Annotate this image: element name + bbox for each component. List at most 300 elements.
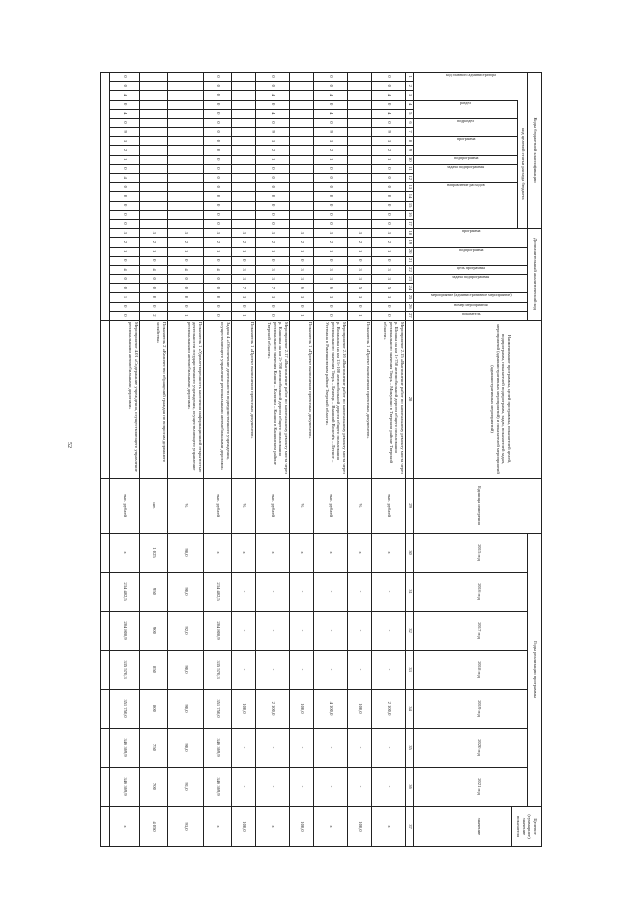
column-number: 29 [408, 503, 413, 508]
code-digit: 3 [300, 295, 305, 299]
code-digit: 3 [242, 277, 247, 280]
vline [406, 210, 414, 211]
vline [232, 292, 256, 293]
code-digit: 4 [271, 93, 276, 97]
code-digit: 2 [152, 314, 157, 317]
vline [110, 182, 140, 183]
vline [204, 228, 232, 229]
code-digit: 0 [216, 176, 221, 179]
row-year-value: - [329, 746, 334, 749]
vline [110, 256, 140, 257]
vline [140, 109, 168, 110]
vline [168, 100, 204, 101]
vline [414, 228, 528, 229]
row-name: Мероприятие 2.15 «Выполнение работ по капитальному ремонту моста через р. Шошка на км 1+750 автомобильной дороги общего пользования регионального значения Тверь – Микулино в Тверском районе Тверской области» [383, 322, 405, 474]
header-kbk-col: код главного администратора [446, 72, 496, 77]
vline [256, 302, 290, 303]
vline [100, 650, 528, 651]
vline [100, 689, 528, 690]
vline [110, 173, 140, 174]
vline [140, 90, 168, 91]
code-digit: 0 [329, 204, 334, 207]
code-digit: 0 [329, 194, 334, 198]
vline [406, 292, 414, 293]
vline [168, 155, 204, 156]
vline [314, 173, 348, 174]
vline [290, 265, 314, 266]
vline [314, 90, 348, 91]
header-year: 2018 год [477, 661, 482, 678]
code-digit: 0 [329, 75, 334, 78]
code-digit: 0 [271, 204, 276, 207]
vline [406, 127, 414, 128]
vline [168, 210, 204, 211]
code-digit: 0 [123, 121, 128, 124]
code-digit: 3 [271, 277, 276, 280]
code-digit: 3 [242, 231, 247, 234]
vline [406, 155, 414, 156]
code-digit: 0 [329, 176, 334, 179]
vline [348, 173, 372, 174]
header-dop-col: номер мероприятия [454, 301, 488, 307]
header-year: 2019 год [477, 700, 482, 717]
vline [256, 173, 290, 174]
vline [110, 247, 140, 248]
vline [372, 228, 406, 229]
code-digit: 0 [216, 222, 221, 225]
row-year-value: 90,0 [184, 587, 189, 596]
row-year-value: - [329, 668, 334, 671]
column-number: 35 [408, 745, 413, 750]
vline [406, 201, 414, 202]
vline [372, 164, 406, 165]
row-year-value: 1 025 [152, 547, 157, 558]
header-kbk-col: подпрограмма [453, 154, 479, 160]
code-digit: 6 [329, 286, 334, 289]
row-year-value: - [271, 590, 276, 593]
vline [140, 292, 168, 293]
vline [290, 145, 314, 146]
vline [140, 155, 168, 156]
row-year-value: 351 750,0 [216, 699, 221, 718]
code-digit: 0 [358, 259, 363, 262]
code-digit: 0 [216, 148, 221, 152]
column-number: 6 [408, 121, 413, 124]
code-digit: 3 [300, 231, 305, 234]
row-year-value: х [300, 551, 305, 554]
code-digit: 0 [152, 305, 157, 308]
code-digit: 0 [271, 305, 276, 308]
header-dop-col: цель программы [456, 264, 486, 270]
vline [414, 72, 528, 73]
row-final-value: х [387, 825, 392, 828]
code-digit: 1 [184, 249, 189, 253]
vline [256, 283, 290, 284]
vline [204, 256, 232, 257]
row-year-value: - [271, 785, 276, 788]
vline [168, 237, 204, 238]
code-digit: 7 [242, 286, 247, 289]
code-digit: 1 [358, 314, 363, 317]
row-year-value: 2 100,0 [387, 701, 392, 716]
code-digit: 4 [152, 268, 157, 271]
vline [348, 302, 372, 303]
code-digit: 0 [387, 176, 392, 179]
column-number: 27 [408, 313, 413, 318]
vline [290, 100, 314, 101]
code-digit: 3 [123, 231, 128, 234]
column-number: 26 [408, 303, 413, 309]
code-digit: 4 [329, 112, 334, 115]
row-year-value: х [242, 551, 247, 554]
code-digit: 0 [271, 167, 276, 170]
vline [414, 302, 528, 303]
vline [140, 127, 168, 128]
code-digit: 0 [123, 314, 128, 317]
vline [372, 155, 406, 156]
vline [256, 182, 290, 183]
vline [290, 237, 314, 238]
header-year: 2020 год [477, 739, 482, 756]
vline [372, 247, 406, 248]
header-dop-col: программа [461, 228, 481, 234]
vline [314, 237, 348, 238]
column-number: 34 [408, 706, 413, 711]
vline [372, 136, 406, 137]
vline [348, 237, 372, 238]
code-digit: 3 [271, 295, 276, 299]
row-final-value: х [216, 825, 221, 828]
code-digit: 2 [387, 240, 392, 244]
row-year-value: - [358, 668, 363, 671]
vline [232, 118, 256, 119]
vline [204, 155, 232, 156]
vline [232, 247, 256, 248]
vline [204, 164, 232, 165]
header-kbk: Коды бюджетной классификации [533, 117, 538, 183]
vline [414, 100, 518, 101]
code-digit: 4 [271, 112, 276, 115]
row-year-value: 700 [152, 783, 157, 790]
vline [256, 265, 290, 266]
column-number: 32 [408, 628, 413, 633]
header-kbk-sub: код целевой статьи расхода бюджета [521, 128, 526, 200]
code-digit: 0 [387, 259, 392, 262]
code-digit: 4 [123, 93, 128, 97]
row-year-value: - [300, 629, 305, 632]
vline [372, 81, 406, 82]
code-digit: 3 [387, 231, 392, 234]
vline [314, 292, 348, 293]
vline [232, 90, 256, 91]
vline [414, 182, 518, 183]
code-digit: 0 [216, 295, 221, 299]
code-digit: 9 [329, 130, 334, 133]
code-digit: 1 [387, 158, 392, 161]
column-number: 20 [408, 248, 413, 254]
code-digit: 0 [216, 167, 221, 170]
vline [314, 256, 348, 257]
code-digit: 0 [123, 277, 128, 280]
vline [372, 201, 406, 202]
row-year-value: 90,0 [184, 665, 189, 674]
code-digit: 2 [123, 240, 128, 244]
row-year-value: 90,0 [184, 743, 189, 752]
code-digit: 1 [123, 158, 128, 161]
code-digit: 1 [152, 249, 157, 253]
vline [372, 292, 406, 293]
code-digit: 3 [216, 231, 221, 234]
vline [110, 127, 140, 128]
vline [348, 145, 372, 146]
vline [348, 292, 372, 293]
vline [314, 274, 348, 275]
column-number: 11 [408, 166, 413, 171]
vline [256, 274, 290, 275]
vline [372, 127, 406, 128]
header-final: Целевое (суммарное) значение показателя [516, 814, 538, 839]
code-digit: 0 [387, 305, 392, 308]
vline [256, 136, 290, 137]
vline [406, 118, 414, 119]
code-digit: 2 [152, 240, 157, 244]
row-year-value: - [387, 785, 392, 788]
vline [256, 228, 290, 229]
vline [140, 173, 168, 174]
row-final-value: 100,0 [358, 821, 363, 832]
vline [204, 219, 232, 220]
vline [256, 100, 290, 101]
vline [290, 81, 314, 82]
column-number: 13 [408, 184, 413, 190]
vline [406, 237, 414, 238]
code-digit: 0 [152, 286, 157, 289]
row-unit: % [300, 503, 305, 508]
vline [290, 173, 314, 174]
hline [371, 72, 372, 847]
vline [168, 256, 204, 257]
row-name: Мероприятие 2.17 «Выполнение работ по капитальному ремонту моста через р. Кашинка на км 2+700 автомобильной дороги общего пользования регионального значения Кашин – Калязин – Кашин в Кашинском районе Тверской области» [267, 322, 289, 474]
code-digit: 0 [329, 121, 334, 124]
hline [527, 533, 528, 806]
vline [406, 182, 414, 183]
row-year-value: 2 100,0 [271, 701, 276, 716]
vline [348, 283, 372, 284]
code-digit: 0 [123, 102, 128, 106]
header-kbk-col: направление расходов [447, 182, 485, 188]
row-year-value: 284 808,9 [123, 621, 128, 640]
vline [314, 302, 348, 303]
code-digit: 3 [358, 268, 363, 271]
code-digit: 0 [329, 167, 334, 170]
code-digit: 0 [216, 194, 221, 198]
row-year-value: 335 570,3 [216, 660, 221, 679]
row-year-value: х [329, 551, 334, 554]
vline [110, 118, 140, 119]
header-years-group: Годы реализации программы [533, 641, 538, 698]
row-year-value: 900 [152, 627, 157, 634]
header-dop-col: подпрограмма [458, 246, 484, 252]
row-year-value: х [358, 551, 363, 554]
column-number: 30 [408, 550, 413, 555]
code-digit: 4 [123, 268, 128, 271]
vline [168, 109, 204, 110]
vline [110, 283, 140, 284]
vline [406, 136, 414, 137]
column-number: 33 [408, 667, 413, 672]
code-digit: 1 [242, 249, 247, 253]
vline [168, 283, 204, 284]
vline [256, 256, 290, 257]
code-digit: 3 [329, 268, 334, 271]
column-number: 12 [408, 175, 413, 180]
vline [256, 237, 290, 238]
row-year-value: - [300, 590, 305, 593]
code-digit: 0 [216, 213, 221, 216]
code-digit: 3 [123, 139, 128, 143]
vline [168, 145, 204, 146]
column-number: 17 [408, 221, 413, 226]
column-number: 10 [408, 156, 413, 162]
vline [140, 118, 168, 119]
vline [314, 127, 348, 128]
column-number: 36 [408, 784, 413, 789]
row-name: Мероприятие 2.16 «Выполнение работ по капитальному ремонту моста через р. Волжанка на км 13+100 автомобильной дороги общего пользования регионального значения Тверь – Бежецк – Вышний Волочёк – Лесное – Устюжна в Рамешковском районе Тверской области» [325, 322, 347, 474]
row-year-value: 100,0 [358, 703, 363, 714]
vline [406, 164, 414, 165]
vline [348, 201, 372, 202]
code-digit: 2 [123, 148, 128, 152]
code-digit: 0 [242, 305, 247, 308]
vline [140, 274, 168, 275]
vline [314, 228, 348, 229]
row-year-value: 346 369,9 [216, 777, 221, 796]
code-digit: 2 [271, 148, 276, 152]
vline [204, 118, 232, 119]
vline [140, 201, 168, 202]
row-year-value: 346 369,9 [216, 738, 221, 757]
code-digit: 1 [271, 249, 276, 253]
code-digit: 0 [216, 139, 221, 143]
vline [290, 256, 314, 257]
code-digit: 0 [216, 286, 221, 289]
vline [204, 145, 232, 146]
vline [314, 247, 348, 248]
code-digit: 0 [329, 314, 334, 317]
vline [290, 311, 314, 312]
vline [110, 228, 140, 229]
code-digit: 0 [216, 102, 221, 106]
code-digit: 0 [329, 102, 334, 106]
vline [204, 274, 232, 275]
vline [168, 118, 204, 119]
vline [406, 100, 414, 101]
code-digit: 0 [123, 185, 128, 188]
vline [204, 302, 232, 303]
vline [348, 191, 372, 192]
vline [314, 145, 348, 146]
vline [290, 155, 314, 156]
code-digit: 3 [184, 231, 189, 234]
vline [140, 182, 168, 183]
code-digit: 0 [216, 158, 221, 161]
vline [348, 155, 372, 156]
code-digit: 0 [152, 259, 157, 262]
header-final-sub: значение [477, 817, 482, 836]
vline [414, 118, 518, 119]
row-year-value: - [271, 629, 276, 632]
code-digit: 1 [300, 249, 305, 253]
code-digit: 3 [329, 277, 334, 280]
row-year-value: 234 482,5 [216, 582, 221, 601]
vline [140, 164, 168, 165]
vline [204, 292, 232, 293]
row-year-value: 234 482,5 [123, 582, 128, 601]
code-digit: 3 [300, 268, 305, 271]
vline [314, 109, 348, 110]
row-year-value: - [358, 785, 363, 788]
code-digit: 0 [329, 222, 334, 225]
code-digit: 0 [387, 213, 392, 216]
code-digit: 9 [271, 130, 276, 133]
row-name: Показатель 1 «Проект выполнения проектных документов» [250, 322, 255, 439]
code-digit: 0 [271, 314, 276, 317]
vline [414, 155, 518, 156]
vline [348, 136, 372, 137]
row-year-value: 335 570,3 [123, 660, 128, 679]
vline [232, 109, 256, 110]
code-digit: 0 [184, 305, 189, 308]
code-digit: 0 [271, 102, 276, 106]
vline [348, 90, 372, 91]
vline [314, 118, 348, 119]
code-digit: 7 [271, 286, 276, 289]
vline [110, 210, 140, 211]
vline [372, 256, 406, 257]
vline [314, 136, 348, 137]
vline [140, 302, 168, 303]
vline [204, 90, 232, 91]
code-digit: 2 [184, 240, 189, 244]
vline [406, 173, 414, 174]
vline [372, 302, 406, 303]
vline [204, 81, 232, 82]
code-digit: 0 [300, 305, 305, 308]
code-digit: 0 [387, 121, 392, 124]
vline [110, 292, 140, 293]
row-year-value: 90,0 [184, 704, 189, 713]
vline [232, 228, 256, 229]
vline [168, 182, 204, 183]
vline [256, 219, 290, 220]
code-digit: 0 [123, 286, 128, 289]
code-digit: 0 [387, 185, 392, 188]
row-final-value: 100,0 [242, 821, 247, 832]
vline [372, 118, 406, 119]
vline [168, 81, 204, 82]
vline [406, 191, 414, 192]
row-year-value: - [358, 590, 363, 593]
column-number: 25 [408, 294, 413, 300]
vline [168, 302, 204, 303]
hline [313, 72, 314, 847]
code-digit: 4 [216, 268, 221, 271]
rotated-table [100, 72, 542, 847]
vline [168, 136, 204, 137]
row-unit: % [184, 503, 189, 508]
code-digit: 0 [271, 84, 276, 87]
header-dop-col: мероприятие (административное мероприятие) [430, 292, 512, 298]
